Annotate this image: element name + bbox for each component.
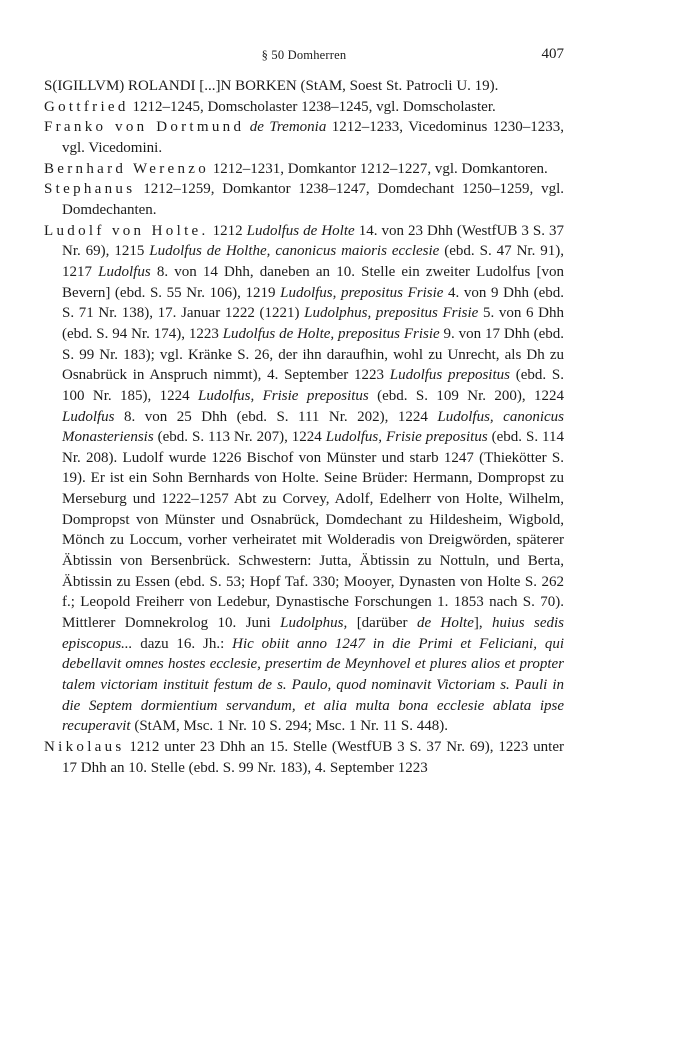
entry-text: 5. von 6 Dhh (ebd. S. 94 Nr. 174), 1223 [62, 305, 564, 342]
entry-text: (StAM, Msc. 1 Nr. 10 S. 294; Msc. 1 Nr. 11 S. 448). [130, 718, 448, 735]
entry-text: 1212 [208, 222, 247, 239]
entry-text: 1212–1233, Vicedominus 1230–1233, vgl. Vicedomini. [62, 119, 565, 156]
entry-text: 4. von 9 Dhh (ebd. S. 71 Nr. 138), 17. Januar 1222 (1221) [62, 284, 564, 322]
entry-text-italic: Ludolfus, Frisie prepositus [325, 429, 488, 446]
entry-text: (ebd. S. 109 Nr. 200), 1224 [368, 387, 564, 404]
entry-person-name: Stephanus [44, 181, 136, 198]
entry-text: 9. von 17 Dhh (ebd. S. 99 Nr. 183); vgl. Kränke S. 26, der ihn daraufhin, wohl zu Unrecht, als Dh zu Osnabrück in Anspruch nimmt), 4. September 1223 [62, 325, 564, 384]
entry-text: (ebd. S. 113 Nr. 207), 1224 [153, 429, 326, 446]
entry-text: S(IGILLVM) ROLANDI [...]N BORKEN (StAM, Soest St. Patrocli U. 19). [44, 78, 499, 94]
entry-seal-inscription [44, 76, 564, 97]
entry-text-italic: Ludolphus, [280, 615, 348, 632]
entry-text: (ebd. S. 114 Nr. 208). Ludolf wurde 1226 Bischof von Münster und starb 1247 (Thiekötter S. 19). Er ist ein Sohn Bernhards von Holte. Seine Brüder: Hermann, Dompropst zu Merseburg und 1222–1257 Abt zu Corvey, Adolf, Edelherr von Holte, Wilhelm, Dompropst von Münster und Osnabrück, Domdechant zu Hildesheim, Wigbold, Mönch zu Loccum, vorher verheiratet mit Wolderadis von Dreigwörden, späterer Äbtissin von Bersenbrück. Schwestern: Jutta, Äbtissin zu Nottuln, und Berta, Äbtissin zu Essen (ebd. S. 53; Hopf Taf. 330; Mooyer, Dynasten von Holte S. 262 f.; Leopold Freiherr von Ledebur, Dynastische Forschungen 1. 1853 nach S. 70). Mittlerer Domnekrolog 10. Juni [62, 429, 564, 632]
entry-person-name: Bernhard Werenzo [44, 160, 210, 177]
entry-nikolaus [44, 737, 564, 778]
entry-text: 8. von 25 Dhh (ebd. S. 111 Nr. 202), 1224 [114, 408, 438, 425]
page-number: 407 [541, 46, 564, 62]
entry-text-italic: Ludolfus prepositus [389, 367, 510, 384]
entry-text-italic: Ludolfus, canonicus Monasteriensis [62, 408, 564, 446]
entry-stephanus [44, 179, 564, 220]
entry-ludolf-von-holte [44, 221, 564, 737]
entry-person-name: Nikolaus [44, 739, 125, 755]
entry-text-italic: Ludolphus, prepositus Frisie [304, 305, 479, 322]
entry-text-italic: Ludolfus de Holte [246, 222, 355, 239]
entry-text-italic: Ludolfus [98, 263, 151, 280]
entry-text-italic: Ludolfus de Holte, prepositus Frisie [222, 325, 440, 342]
entry-person-name: Ludolf von Holte. [44, 222, 209, 239]
entry-text: (ebd. S. 47 Nr. 91), 1217 [62, 243, 564, 280]
entry-text: 8. von 14 Dhh, daneben an 10. Stelle ein zweiter Ludolfus [von Bevern] (ebd. S. 55 Nr. 106), 1219 [62, 263, 564, 301]
entry-text-italic: huius sedis episcopus... [62, 615, 564, 652]
register-entries [44, 76, 564, 778]
entry-text-italic: Ludolfus de Holthe, canonicus maioris ecclesie [149, 243, 440, 260]
entry-text: 1212–1259, Domkantor 1238–1247, Domdechant 1250–1259, vgl. Domdechanten. [62, 181, 564, 218]
running-header [44, 48, 564, 68]
entry-text: 1212–1231, Domkantor 1212–1227, vgl. Domkantoren. [209, 160, 548, 177]
entry-text: (ebd. S. 100 Nr. 185), 1224 [62, 367, 564, 404]
entry-text: 1212 unter 23 Dhh an 15. Stelle (WestfUB 3 S. 37 Nr. 69), 1223 unter 17 Dhh an 10. Stelle (ebd. S. 99 Nr. 183), 4. September 1223 [62, 739, 564, 776]
entry-text-italic: de Holte [416, 615, 474, 632]
entry-text: 14. von 23 Dhh (WestfUB 3 S. 37 Nr. 69), 1215 [62, 222, 565, 260]
running-title: § 50 Domherren [261, 48, 347, 62]
entry-gottfried [44, 97, 564, 118]
entry-text-italic: Ludolfus [62, 408, 115, 425]
entry-franko-von-dortmund [44, 117, 564, 158]
entry-text: dazu 16. Jh.: [132, 635, 233, 652]
entry-bernhard-werenzo [44, 159, 564, 180]
entry-person-name: Franko von Dortmund [44, 119, 245, 136]
entry-text: [darüber [347, 615, 417, 632]
entry-text-italic: Ludolfus, Frisie prepositus [197, 387, 369, 404]
entry-person-name: Gottfried [44, 98, 129, 115]
entry-text: ], [473, 615, 493, 632]
entry-text-italic: Hic obiit anno 1247 in die Primi et Feliciani, qui debellavit omnes hostes ecclesie, presertim de Meynhovel et plures alios et propter talem victoriam instituit festum de s. Paulo, quod nominavit Victoriam s. Pauli in die Septem dormientium servandum, et alia multa bona ecclesie ablata ipse recuperavit [62, 635, 564, 735]
entry-text-italic: Ludolfus, prepositus Frisie [280, 284, 444, 301]
entry-text-italic: de Tremonia [249, 119, 327, 136]
entry-text: 1212–1245, Domscholaster 1238–1245, vgl. Domscholaster. [128, 98, 496, 115]
